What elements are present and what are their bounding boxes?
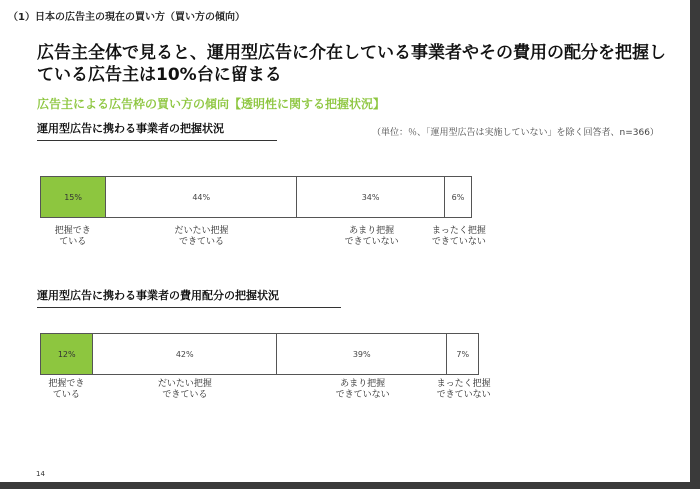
category-label-mostly-unable: あまり把握 できていない: [344, 226, 399, 247]
category-label-unable: まったく把握 できていない: [436, 379, 491, 400]
chart-1-title: 運用型広告に携わる事業者の把握状況: [37, 120, 277, 141]
headline: 広告主全体で見ると、運用型広告に介在している事業者やその費用の配分を把握している広告主は10%台に留まる: [37, 43, 666, 85]
category-label-mostly-able: だいたい把握 できている: [157, 379, 212, 400]
subheading: 広告主による広告枠の買い方の傾向【透明性に関する把握状況】: [37, 97, 386, 111]
bar-segment-mostly-unable: 34%: [297, 177, 445, 217]
bar-segment-mostly-able: 42%: [93, 334, 277, 374]
bar-segment-unable: 6%: [445, 177, 471, 217]
chart-2-stacked-bar: [40, 333, 479, 375]
page-number: 14: [36, 470, 45, 478]
bar-segment-able: 15%: [41, 177, 106, 217]
section-heading: （1）日本の広告主の現在の買い方（買い方の傾向）: [8, 12, 245, 23]
category-label-mostly-able: だいたい把握 できている: [174, 226, 229, 247]
bar-segment-able: 12%: [41, 334, 93, 374]
chart-1-stacked-bar: [40, 176, 472, 218]
bar-segment-mostly-unable: 39%: [277, 334, 447, 374]
category-label-mostly-unable: あまり把握 できていない: [335, 379, 390, 400]
chart-2-title: 運用型広告に携わる事業者の費用配分の把握状況: [37, 287, 341, 308]
category-label-unable: まったく把握 できていない: [431, 226, 486, 247]
category-label-able: 把握でき ている: [48, 379, 85, 400]
bar-segment-mostly-able: 44%: [106, 177, 297, 217]
category-label-able: 把握でき ている: [54, 226, 91, 247]
unit-note: （単位：％、「運用型広告は実施していない」を除く回答者、n=366）: [372, 128, 659, 138]
bar-segment-unable: 7%: [447, 334, 478, 374]
